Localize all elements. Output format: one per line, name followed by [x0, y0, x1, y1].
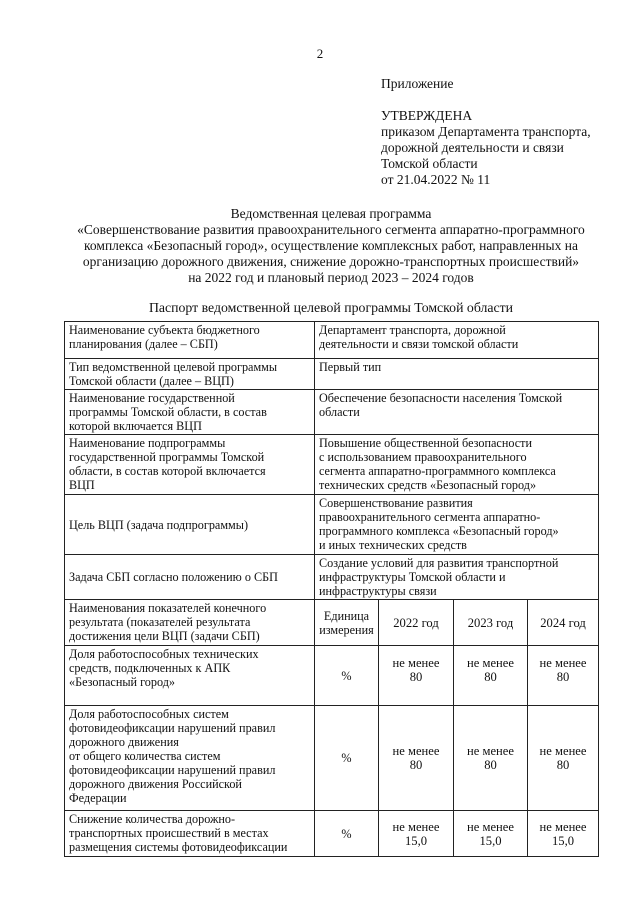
indicator-unit: %: [315, 706, 379, 811]
indicator-value: [379, 706, 454, 811]
indicator-value: [454, 811, 528, 857]
cell-line: Тип ведомственной целевой программы: [69, 360, 278, 374]
row-value-cell: [315, 322, 599, 359]
heading-line: «Совершенствование развития правоохранительного сегмента аппаратно-программного: [77, 222, 585, 237]
cell-line: не менее: [467, 819, 514, 834]
indicator-row: [65, 646, 599, 706]
cell-line: технических средств «Безопасный город»: [319, 478, 537, 492]
indicator-value: [528, 646, 599, 706]
cell-line: программного комплекса «Безопасный город»: [319, 524, 559, 538]
table-row: [65, 495, 599, 555]
cell-line: которой включается ВЦП: [69, 419, 202, 433]
row-label-cell: [65, 495, 315, 555]
indicator-value: [454, 646, 528, 706]
approval-line: приказом Департамента транспорта,: [381, 124, 591, 139]
cell-line: от общего количества систем: [69, 749, 221, 763]
appendix-label: Приложение: [381, 76, 454, 91]
cell-line: 80: [556, 670, 570, 684]
indicator-unit: %: [315, 811, 379, 857]
row-value-cell: [315, 435, 599, 495]
table-row: [65, 390, 599, 435]
cell-line: дорожного движения Российской: [69, 777, 242, 791]
cell-line: и иных технических средств: [319, 538, 467, 552]
cell-line: 80: [409, 670, 423, 684]
cell-line: не менее: [539, 744, 587, 758]
cell-line: 15,0: [404, 833, 428, 848]
cell-line: Совершенствование развития: [319, 496, 473, 510]
cell-line: размещения системы фотовидеофиксации: [69, 840, 288, 854]
indicator-label: [65, 646, 315, 706]
indicator-label: [65, 811, 315, 857]
row-label-cell: [65, 435, 315, 495]
cell-line: Томской области (далее – ВЦП): [69, 374, 234, 388]
cell-line: инфраструктуры связи: [319, 584, 437, 598]
row-value-cell: [315, 555, 599, 600]
cell-line: Создание условий для развития транспортной: [319, 556, 559, 570]
passport-title: Паспорт ведомственной целевой программы Томской области: [148, 300, 514, 315]
cell-line: сегмента аппаратно-программного комплекса: [319, 464, 556, 478]
approval-line: Томской области: [381, 156, 478, 171]
indicator-value: [379, 646, 454, 706]
approval-line: дорожной деятельности и связи: [381, 140, 564, 155]
cell-line: «Безопасный город»: [69, 675, 176, 689]
cell-line: не менее: [392, 656, 440, 670]
approval-block: [381, 76, 591, 188]
cell-line: Наименование государственной: [69, 391, 235, 405]
cell-line: Доля работоспособных технических: [69, 647, 259, 661]
year-header-2023: 2023 год: [454, 600, 528, 646]
cell-line: измерения: [319, 622, 374, 637]
cell-line: транспортных происшествий в местах: [69, 826, 269, 840]
heading-line: комплекса «Безопасный город», осуществление комплексных работ, направленных на: [84, 238, 578, 253]
year-header-2024: 2024 год: [528, 600, 599, 646]
cell-line: Наименование субъекта бюджетного: [69, 323, 260, 337]
year-header-2022: 2022 год: [379, 600, 454, 646]
indicator-header-label: [65, 600, 315, 646]
indicator-value: [528, 811, 599, 857]
indicator-unit: %: [315, 646, 379, 706]
cell-line: 80: [409, 758, 423, 772]
heading-line: организацию дорожного движения, снижение дорожно-транспортных происшествий»: [82, 254, 580, 269]
row-value-cell: [315, 495, 599, 555]
cell-line: 80: [484, 758, 497, 772]
cell-line: Наименование подпрограммы: [69, 436, 226, 450]
cell-line: ВЦП: [69, 478, 95, 492]
table-row: [65, 435, 599, 495]
cell-line: 15,0: [552, 833, 575, 848]
indicator-value: [528, 706, 599, 811]
row-label-cell: [65, 322, 315, 359]
heading-line: Ведомственная целевая программа: [230, 206, 432, 221]
cell-line: деятельности и связи томской области: [319, 337, 519, 351]
cell-line: средств, подключенных к АПК: [69, 661, 231, 675]
cell-line: не менее: [467, 656, 514, 670]
cell-line: правоохранительного сегмента аппаратно-: [319, 510, 541, 524]
cell-line: планирования (далее – СБП): [69, 337, 218, 351]
row-value-cell: [315, 359, 599, 390]
row-value-cell: [315, 390, 599, 435]
page-number: 2: [316, 46, 324, 61]
cell-line: 80: [484, 670, 497, 684]
indicator-row: [65, 811, 599, 857]
table-row: [65, 359, 599, 390]
program-heading: [40, 206, 622, 286]
cell-line: Снижение количества дорожно-: [69, 812, 236, 826]
cell-line: результата (показателей результата: [69, 615, 251, 629]
cell-line: инфраструктуры Томской области и: [319, 570, 506, 584]
row-label-cell: [65, 359, 315, 390]
cell-line: 15,0: [479, 833, 502, 848]
cell-line: Доля работоспособных систем: [69, 707, 229, 721]
indicator-label: [65, 706, 315, 811]
table-row: [65, 322, 599, 359]
cell-line: дорожного движения: [69, 735, 179, 749]
cell-line: программы Томской области, в состав: [69, 405, 267, 419]
indicator-row: [65, 706, 599, 811]
cell-line: с использованием правоохранительного: [319, 450, 527, 464]
passport-table: [64, 321, 599, 857]
cell-line: не менее: [392, 819, 440, 834]
cell-line: Наименования показателей конечного: [69, 601, 267, 615]
cell-line: не менее: [539, 819, 587, 834]
cell-line: достижения цели ВЦП (задачи СБП): [69, 629, 260, 643]
cell-line: Федерации: [69, 791, 127, 805]
heading-line: на 2022 год и плановый период 2023 – 2024 годов: [188, 270, 474, 285]
table-row: [65, 555, 599, 600]
indicator-value: [454, 706, 528, 811]
cell-line: Обеспечение безопасности населения Томской: [319, 391, 563, 405]
cell-line: Единица: [323, 608, 370, 623]
cell-line: Задача СБП согласно положению о СБП: [69, 570, 278, 584]
approved-label: УТВЕРЖДЕНА: [381, 108, 473, 123]
cell-line: 80: [556, 758, 570, 772]
cell-line: области: [319, 405, 360, 419]
cell-line: фотовидеофиксации нарушений правил: [69, 763, 276, 777]
indicator-value: [379, 811, 454, 857]
cell-line: Департамент транспорта, дорожной: [319, 323, 506, 337]
approval-date: от 21.04.2022 № 11: [381, 172, 491, 187]
indicator-header-row: [65, 600, 599, 646]
cell-line: не менее: [467, 744, 514, 758]
row-label-cell: [65, 390, 315, 435]
cell-line: Первый тип: [319, 360, 382, 374]
unit-header: [315, 600, 379, 646]
cell-line: Цель ВЦП (задача подпрограммы): [69, 517, 249, 532]
cell-line: государственной программы Томской: [69, 450, 265, 464]
cell-line: Повышение общественной безопасности: [319, 436, 533, 450]
cell-line: не менее: [539, 656, 587, 670]
row-label-cell: [65, 555, 315, 600]
cell-line: области, в состав которой включается: [69, 464, 266, 478]
cell-line: фотовидеофиксации нарушений правил: [69, 721, 276, 735]
cell-line: не менее: [392, 744, 440, 758]
